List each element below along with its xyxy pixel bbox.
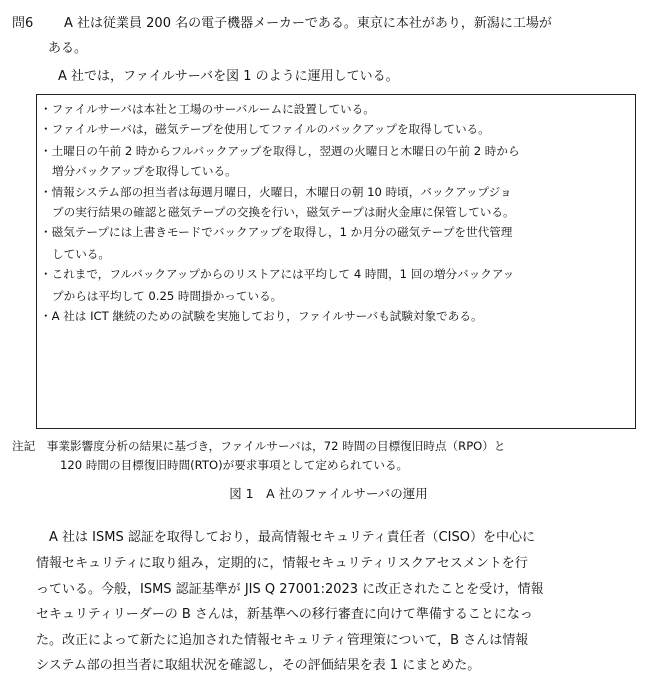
figure-note-line-2: 120 時間の目標復旧時間(RTO)が要求事項として定められている。 — [60, 458, 409, 472]
figure-bullet-4-cont: ブの実行結果の確認と磁気テープの交換を行い，磁気テープは耐火金庫に保管している。 — [52, 205, 515, 219]
figure-bullet-5-cont: している。 — [52, 247, 110, 261]
figure-bullet-2: ・ファイルサーバは，磁気テープを使用してファイルのバックアップを取得している。 — [40, 122, 490, 136]
figure-caption: 図 1 A 社のファイルサーバの運用 — [229, 486, 428, 501]
figure-bullet-3: ・土曜日の午前 2 時からフルバックアップを取得し，翌週の火曜日と木曜日の午前 2 時から — [40, 144, 520, 158]
figure-bullet-6: ・これまで，フルバックアップからのリストアには平均して 4 時間，1 回の増分バックアッ — [40, 267, 515, 281]
figure-bullet-6-cont: プからは平均して 0.25 時間掛かっている。 — [52, 289, 283, 303]
paragraph-line-2: 情報セキュリティに取り組み，定期的に，情報セキュリティリスクアセスメントを行 — [36, 556, 528, 571]
paragraph-line-5: た。改正によって新たに追加された情報セキュリティ管理策について，B さんは情報 — [36, 633, 529, 648]
question-line-1 — [12, 12, 552, 31]
paragraph-line-1: A 社は ISMS 認証を取得しており，最高情報セキュリティ責任者（CISO）を中心に — [36, 530, 535, 545]
figure-bullet-7: ・A 社は ICT 継続のための試験を実施しており，ファイルサーバも試験対象である。 — [40, 309, 483, 323]
figure-bullet-4: ・情報システム部の担当者は毎週月曜日，火曜日，木曜日の朝 10 時頃，バックアップジョ — [40, 185, 512, 199]
figure-note-line-1: 注記 事業影響度分析の結果に基づき，ファイルサーバは，72 時間の目標復旧時点（RPO）と — [12, 439, 506, 453]
figure-bullet-3-cont: 増分バックアップを取得している。 — [52, 164, 237, 178]
question-text-1: A 社は従業員 200 名の電子機器メーカーである。東京に本社があり，新潟に工場が — [64, 16, 552, 31]
figure-bullet-5: ・磁気テープには上書きモードでバックアップを取得し，1 か月分の磁気テープを世代管理 — [40, 225, 513, 239]
paragraph-line-4: セキュリティリーダーの B さんは，新基準への移行審査に向けて準備することになっ — [36, 607, 533, 622]
paragraph-line-6: システム部の担当者に取組状況を確認し，その評価結果を表 1 にまとめた。 — [36, 658, 481, 673]
question-line-2: ある。 — [48, 41, 88, 56]
figure-bullet-1: ・ファイルサーバは本社と工場のサーバルームに設置している。 — [40, 102, 375, 116]
paragraph-line-3: っている。今般，ISMS 認証基準が JIS Q 27001:2023 に改正されたことを受け，情報 — [36, 582, 544, 597]
question-number: 問6 — [12, 16, 34, 31]
intro-sentence: A 社では，ファイルサーバを図 1 のように運用している。 — [58, 69, 399, 84]
